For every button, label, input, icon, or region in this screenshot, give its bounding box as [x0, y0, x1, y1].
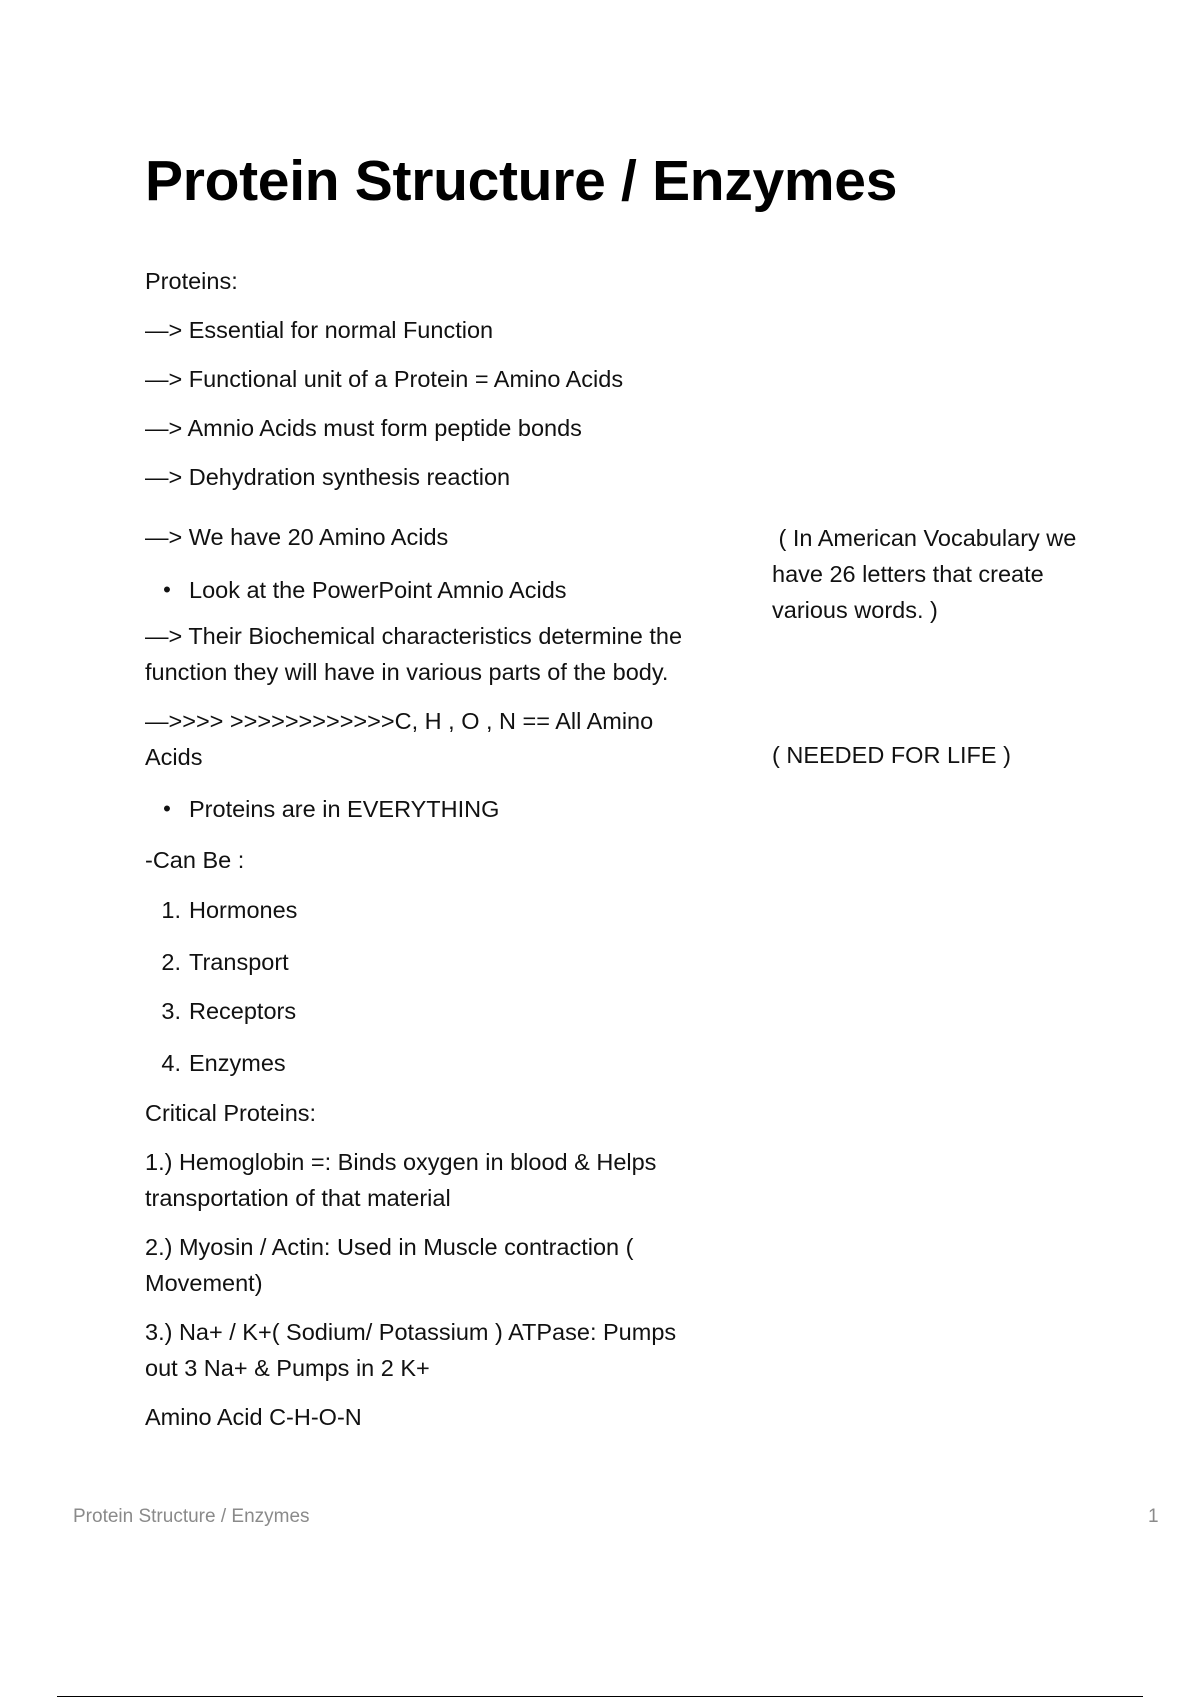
page-number: 1	[1148, 1506, 1159, 1527]
list-number: 3.	[161, 998, 181, 1024]
footer-title: Protein Structure / Enzymes	[73, 1506, 310, 1527]
critical-label: Critical Proteins:	[145, 1100, 317, 1126]
list-item	[145, 944, 705, 980]
bullet-item	[145, 791, 705, 827]
bullet-text: Proteins are in EVERYTHING	[189, 796, 500, 822]
critical-item: 3.) Na+ / K+( Sodium/ Potassium ) ATPase: Pumps out 3 Na+ & Pumps in 2 K+	[145, 1319, 677, 1381]
list-text: Hormones	[189, 897, 298, 923]
list-text: Enzymes	[189, 1050, 286, 1076]
note-line: —> Dehydration synthesis reaction	[145, 464, 511, 490]
list-number: 4.	[161, 1050, 181, 1076]
note-line: —> We have 20 Amino Acids	[145, 524, 449, 550]
list-item	[145, 892, 705, 928]
side-note-needed: ( NEEDED FOR LIFE )	[772, 742, 1011, 768]
bullet-text: Look at the PowerPoint Amnio Acids	[189, 577, 567, 603]
list-text: Transport	[189, 949, 289, 975]
amino-acid-line: Amino Acid C-H-O-N	[145, 1404, 362, 1430]
note-line: —> Their Biochemical characteristics determine the function they will have in various parts of the body.	[145, 623, 683, 685]
page-title: Protein Structure / Enzymes	[145, 149, 898, 213]
list-number: 1.	[161, 897, 181, 923]
list-text: Receptors	[189, 998, 297, 1024]
list-number: 2.	[161, 949, 181, 975]
critical-item: 1.) Hemoglobin =: Binds oxygen in blood & Helps transportation of that material	[145, 1149, 657, 1211]
list-item	[145, 993, 705, 1029]
bottom-rule	[57, 1696, 1143, 1697]
critical-item: 2.) Myosin / Actin: Used in Muscle contraction ( Movement)	[145, 1234, 634, 1296]
note-line: —> Amnio Acids must form peptide bonds	[145, 415, 582, 441]
can-be-label: -Can Be :	[145, 847, 245, 873]
note-line: —> Essential for normal Function	[145, 317, 494, 343]
main-notes	[145, 263, 705, 1435]
note-line: —> Functional unit of a Protein = Amino Acids	[145, 366, 624, 392]
bullet-item	[145, 572, 705, 608]
side-note-vocabulary: ( In American Vocabulary we have 26 letters that create various words. )	[772, 525, 1083, 623]
list-item	[145, 1045, 705, 1081]
bullet-marker: •	[163, 796, 171, 821]
bullet-marker: •	[163, 577, 171, 602]
note-line: —>>>> >>>>>>>>>>>>C, H , O , N == All Amino Acids	[145, 708, 654, 770]
proteins-label: Proteins:	[145, 268, 238, 294]
